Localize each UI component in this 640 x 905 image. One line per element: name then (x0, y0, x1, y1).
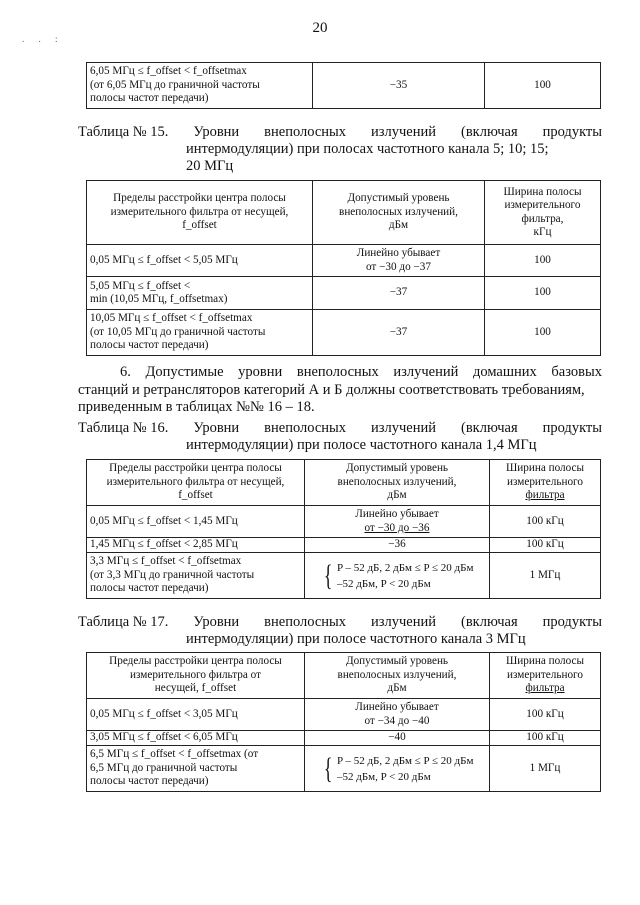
range-line: 6,5 МГц ≤ f_offset < f_offsetmax (от (90, 748, 259, 761)
header-line: фильтра (525, 682, 565, 695)
header-line: Допустимый уровень (345, 462, 449, 475)
caption-table-16 (78, 420, 602, 454)
range-cell (87, 63, 313, 109)
header-range (87, 181, 313, 245)
range-cell: 0,05 МГц ≤ f_offset < 3,05 МГц (87, 699, 305, 731)
header-line: Ширина полосы (506, 462, 584, 475)
paragraph-word: излучений (393, 364, 459, 380)
range-cell: 0,05 МГц ≤ f_offset < 1,45 МГц (87, 506, 305, 538)
level-cell (305, 553, 490, 599)
range-cell (87, 310, 313, 356)
caption-word: излучений (371, 124, 437, 140)
header-line: измерительного (507, 668, 583, 681)
caption-word: Уровни (193, 420, 240, 436)
brace-icon: { (323, 751, 333, 785)
header-line: дБм (388, 219, 409, 232)
bandwidth-cell: 100 (485, 63, 601, 109)
range-line: (от 3,3 МГц до граничной частоты (90, 568, 255, 581)
range-line: 6,5 МГц до граничной частоты (90, 761, 238, 774)
header-line: Пределы расстройки центра полосы (113, 192, 286, 205)
page-number: 20 (312, 20, 328, 36)
level-cell: −37 (313, 277, 485, 310)
header-bandwidth (485, 181, 601, 245)
caption-word: внеполосных (264, 614, 347, 630)
level-line: P – 52 дБ, 2 дБм ≤ P ≤ 20 дБм (337, 754, 474, 767)
range-line: 6,05 МГц ≤ f_offset < f_offsetmax (90, 65, 247, 78)
header-line: внеполосных излучений, (339, 205, 458, 218)
header-bandwidth (490, 653, 601, 699)
caption-word: (включая (460, 420, 518, 436)
margin-marks: . . : (22, 34, 64, 44)
table-row (87, 277, 601, 310)
paragraph-word: Допустимые (145, 364, 224, 380)
header-level (313, 181, 485, 245)
range-line: 5,05 МГц ≤ f_offset < (90, 279, 191, 292)
level-line: от −34 до −40 (364, 714, 430, 727)
table-16 (86, 459, 601, 599)
header-line: Ширина полосы (506, 655, 584, 668)
range-cell: 3,05 МГц ≤ f_offset < 6,05 МГц (87, 731, 305, 746)
level-line: –52 дБм, P < 20 дБм (337, 770, 431, 783)
level-line: от −30 до −36 (364, 521, 430, 534)
caption-table-15 (78, 124, 602, 175)
range-cell: 1,45 МГц ≤ f_offset < 2,85 МГц (87, 538, 305, 553)
header-line: фильтра, (521, 212, 564, 225)
caption-word: излучений (371, 614, 437, 630)
header-line: измерительного (504, 199, 581, 211)
caption-word: Уровни (193, 124, 240, 140)
table-row (87, 538, 601, 553)
caption-word: излучений (371, 420, 437, 436)
range-line: полосы частот передачи) (90, 339, 209, 352)
table-row (87, 746, 601, 792)
bandwidth-cell: 1 МГц (490, 746, 601, 792)
header-line: измерительного фильтра от несущей, (110, 205, 289, 218)
bandwidth-cell: 100 кГц (490, 699, 601, 731)
caption-word: Уровни (193, 614, 240, 630)
level-cell: −37 (313, 310, 485, 356)
paragraph-word: внеполосных (296, 364, 379, 380)
header-line: Пределы расстройки центра полосы (109, 462, 282, 475)
level-line: P – 52 дБ, 2 дБм ≤ P ≤ 20 дБм (337, 561, 474, 574)
table-row (87, 63, 601, 109)
table-15 (86, 180, 601, 356)
paragraph-word: 6. (120, 364, 131, 380)
paragraph-6 (78, 364, 602, 417)
level-cell (313, 245, 485, 277)
bandwidth-cell: 100 кГц (490, 731, 601, 746)
range-line: полосы частот передачи) (90, 92, 209, 105)
table-17 (86, 652, 601, 792)
table-continuation (86, 62, 601, 109)
table-header-row (87, 653, 601, 699)
level-cell (305, 699, 490, 731)
table-row (87, 553, 601, 599)
caption-word: внеполосных (264, 124, 347, 140)
bandwidth-cell: 100 (485, 245, 601, 277)
table-row (87, 506, 601, 538)
header-line: измерительного фильтра от несущей, (106, 475, 285, 488)
caption-line: интермодуляции) при полосах частотного канала 5; 10; 15; (186, 141, 549, 157)
table-row (87, 699, 601, 731)
level-cell: −36 (305, 538, 490, 553)
range-line: (от 6,05 МГц до граничной частоты (90, 78, 260, 91)
header-line: несущей, f_offset (154, 682, 237, 695)
header-level (305, 460, 490, 506)
range-line: (от 10,05 МГц до граничной частоты (90, 325, 266, 338)
table-header-row (87, 181, 601, 245)
caption-word: Таблица № 15. (78, 124, 169, 140)
header-line: внеполосных излучений, (337, 475, 457, 488)
caption-word: продукты (542, 420, 602, 436)
bandwidth-cell: 100 кГц (490, 538, 601, 553)
bandwidth-cell: 100 (485, 277, 601, 310)
level-cell (305, 746, 490, 792)
level-line: Линейно убывает (356, 247, 441, 259)
caption-word: внеполосных (264, 420, 347, 436)
header-range (87, 460, 305, 506)
brace-icon: { (323, 558, 333, 592)
range-line: 10,05 МГц ≤ f_offset < f_offsetmax (90, 312, 253, 325)
caption-word: Таблица № 16. (78, 420, 169, 436)
caption-word: Таблица № 17. (78, 614, 169, 630)
header-line: измерительного (507, 475, 583, 488)
range-line: полосы частот передачи) (90, 775, 209, 788)
level-cell: −40 (305, 731, 490, 746)
caption-word: (включая (460, 614, 518, 630)
header-line: Допустимый уровень (345, 655, 449, 668)
caption-word: (включая (460, 124, 518, 140)
header-line: Ширина полосы (503, 185, 582, 198)
level-line: от −30 до −37 (365, 260, 431, 273)
level-line: –52 дБм, P < 20 дБм (337, 577, 431, 590)
paragraph-word: базовых (551, 364, 602, 380)
range-cell (87, 746, 305, 792)
header-bandwidth (490, 460, 601, 506)
table-row (87, 731, 601, 746)
bandwidth-cell: 1 МГц (490, 553, 601, 599)
header-range (87, 653, 305, 699)
paragraph-line: станций и ретрансляторов категорий А и Б должны соответствовать требованиям, (78, 381, 585, 398)
header-line: дБм (387, 489, 407, 502)
table-row (87, 245, 601, 277)
range-line: полосы частот передачи) (90, 582, 209, 595)
table-header-row (87, 460, 601, 506)
header-line: f_offset (178, 489, 213, 502)
level-line: Линейно убывает (355, 508, 439, 520)
level-cell (305, 506, 490, 538)
bandwidth-cell: 100 (485, 310, 601, 356)
header-line: внеполосных излучений, (337, 668, 457, 681)
header-line: фильтра (525, 489, 565, 502)
bandwidth-cell: 100 кГц (490, 506, 601, 538)
table-row (87, 310, 601, 356)
caption-line: 20 МГц (186, 158, 234, 174)
caption-line: интермодуляции) при полосе частотного канала 1,4 МГц (186, 437, 537, 453)
caption-word: продукты (542, 614, 602, 630)
paragraph-line: приведенным в таблицах №№ 16 – 18. (78, 399, 315, 415)
range-line: 3,3 МГц ≤ f_offset < f_offsetmax (90, 555, 242, 568)
range-cell (87, 553, 305, 599)
header-line: Пределы расстройки центра полосы (109, 655, 282, 668)
range-cell (87, 277, 313, 310)
header-level (305, 653, 490, 699)
header-line: кГц (533, 226, 552, 238)
header-line: измерительного фильтра от (130, 668, 261, 681)
range-cell: 0,05 МГц ≤ f_offset < 5,05 МГц (87, 245, 313, 277)
paragraph-word: уровни (238, 364, 283, 380)
paragraph-word: домашних (472, 364, 537, 380)
caption-line: интермодуляции) при полосе частотного канала 3 МГц (186, 631, 526, 647)
caption-table-17 (78, 614, 602, 648)
caption-word: продукты (542, 124, 602, 140)
level-line: Линейно убывает (355, 701, 439, 713)
header-line: Допустимый уровень (347, 192, 450, 205)
range-line: min (10,05 МГц, f_offsetmax) (90, 293, 228, 305)
level-cell: −35 (313, 63, 485, 109)
header-line: дБм (387, 682, 407, 695)
header-line: f_offset (182, 219, 217, 232)
